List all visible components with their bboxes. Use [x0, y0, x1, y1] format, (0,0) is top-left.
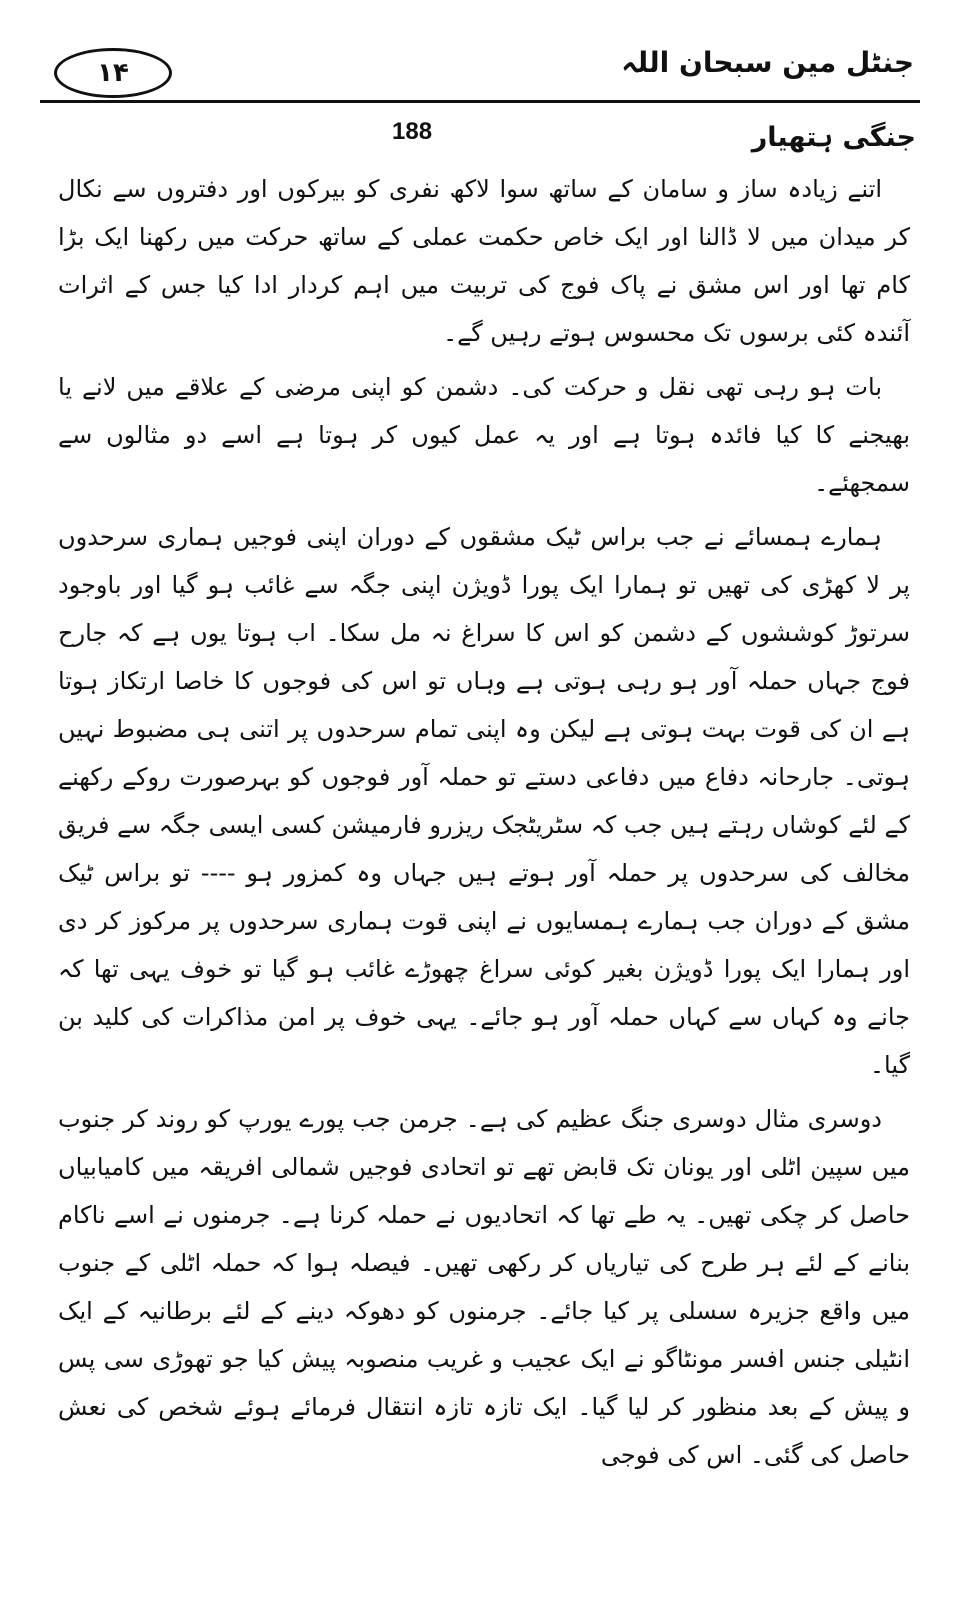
source-page-number: 188 [392, 118, 433, 145]
page-number: ۱۴ [97, 58, 129, 88]
body-text [58, 165, 910, 1479]
paragraph: ہمارے ہمسائے نے جب براس ٹیک مشقوں کے دوران اپنی فوجیں ہماری سرحدوں پر لا کھڑی کی تھیں تو ہمارا ایک پورا ڈویژن اپنی جگہ سے غائب ہو گیا اور باوجود سرتوڑ کوششوں کے دشمن کو اس کا سراغ نہ مل سکا۔ اب ہوتا یوں ہے کہ جارح فوج جہاں حملہ آور ہو رہی ہوتی ہے وہاں تو اس کی فوجوں کا خاصا ارتکاز ہوتا ہے ان کی قوت بہت ہوتی ہے لیکن وہ اپنی تمام سرحدوں پر اتنی ہی مضبوط نہیں ہوتی۔ جارحانہ دفاع میں دفاعی دستے تو حملہ آور فوجوں کو بہرصورت روکے رکھنے کے لئے کوشاں رہتے ہیں جب کہ سٹریٹجک ریزرو فارمیشن کسی ایسی جگہ سے فریق مخالف کی سرحدوں پر حملہ آور ہوتے ہیں جہاں وہ کمزور ہو ---- تو براس ٹیک مشق کے دوران جب ہمارے ہمسایوں نے اپنی قوت ہماری سرحدوں پر مرکوز کر دی اور ہمارا ایک پورا ڈویژن بغیر کوئی سراغ چھوڑے غائب ہو گیا تو خوف یہی تھا کہ جانے وہ کہاں سے کہاں حملہ آور ہو جائے۔ یہی خوف پر امن مذاکرات کی کلید بن گیا۔ [58, 523, 910, 1079]
section-title: جنگی ہتھیار [751, 122, 916, 153]
header-divider [40, 100, 920, 103]
paragraph: اتنے زیادہ ساز و سامان کے ساتھ سوا لاکھ نفری کو بیرکوں اور دفتروں سے نکال کر میدان میں لا ڈالنا اور ایک خاص حکمت عملی کے ساتھ حرکت میں رکھنا ایک بڑا کام تھا اور اس مشق نے پاک فوج کی تربیت میں اہم کردار ادا کیا جس کے اثرات آئندہ کئی برسوں تک محسوس ہوتے رہیں گے۔ [58, 175, 910, 347]
running-title: جنٹل مین سبحان اللہ [621, 46, 914, 79]
page-number-badge [54, 48, 172, 98]
paragraph: دوسری مثال دوسری جنگ عظیم کی ہے۔ جرمن جب پورے یورپ کو روند کر جنوب میں سپین اٹلی اور یونان تک قابض تھے تو اتحادی فوجیں شمالی افریقہ میں کامیابیاں حاصل کر چکی تھیں۔ یہ طے تھا کہ اتحادیوں نے حملہ کرنا ہے۔ جرمنوں نے اسے ناکام بنانے کے لئے ہر طرح کی تیاریاں کر رکھی تھیں۔ فیصلہ ہوا کہ حملہ اٹلی کے جنوب میں واقع جزیرہ سسلی پر کیا جائے۔ جرمنوں کو دھوکہ دینے کے لئے برطانیہ کے ایک انٹیلی جنس افسر مونٹاگو نے ایک عجیب و غریب منصوبہ پیش کیا جو تھوڑی سی پس و پیش کے بعد منظور کر لیا گیا۔ ایک تازہ تازہ انتقال فرمائے ہوئے شخص کی نعش حاصل کی گئی۔ اس کی فوجی [58, 1105, 910, 1469]
page-header [40, 40, 920, 100]
paragraph: بات ہو رہی تھی نقل و حرکت کی۔ دشمن کو اپنی مرضی کے علاقے میں لانے یا بھیجنے کا کیا فائدہ ہوتا ہے اور یہ عمل کیوں کر ہوتا ہے اسے دو مثالوں سے سمجھئے۔ [58, 373, 910, 497]
